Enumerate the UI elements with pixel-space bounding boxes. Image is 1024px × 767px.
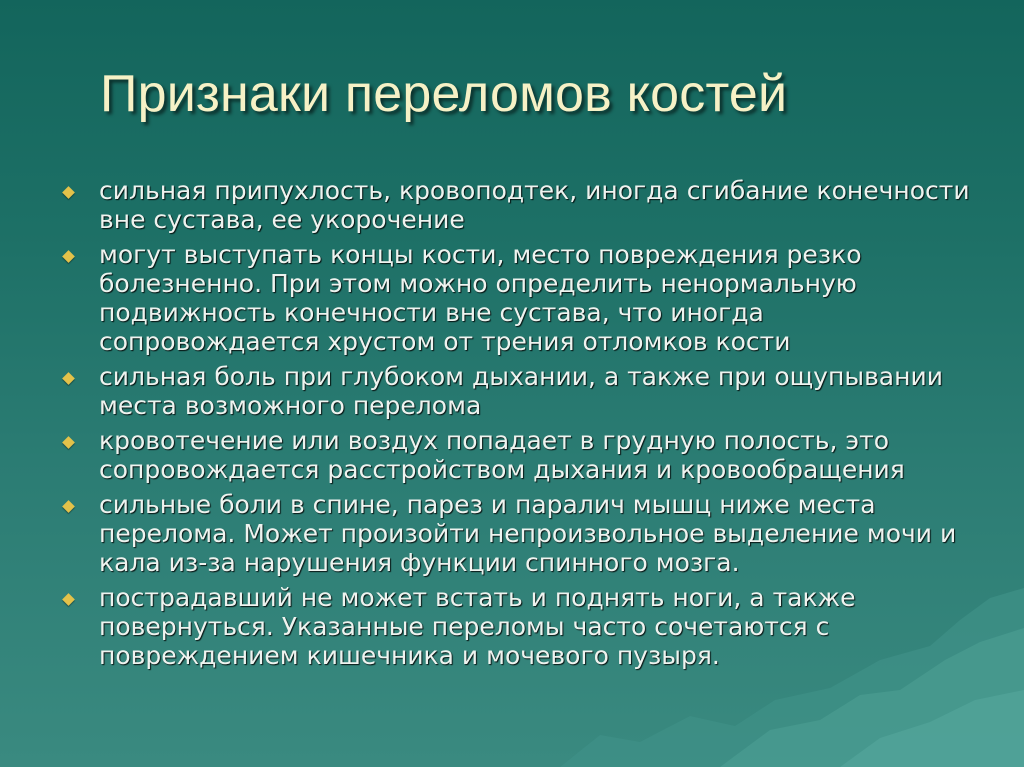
bullet-text: кровотечение или воздух попадает в грудную полость, это сопровождается расстройством дыхания и кровообращения	[99, 426, 905, 484]
bullet-item	[62, 426, 982, 484]
bullet-text: сильная боль при глубоком дыхании, а также при ощупывании места возможного перелома	[99, 362, 943, 420]
bullet-item	[62, 240, 982, 356]
bullet-list	[62, 176, 982, 676]
slide-title: Признаки переломов костей	[100, 65, 788, 123]
bullet-item	[62, 490, 982, 577]
diamond-bullet-icon	[62, 372, 75, 385]
bullet-item	[62, 176, 982, 234]
bullet-item	[62, 362, 982, 420]
bullet-text: пострадавший не может встать и поднять ноги, а также повернуться. Указанные переломы часто сочетаются с повреждением кишечника и мочевого пузыря.	[99, 583, 856, 670]
bullet-text: могут выступать концы кости, место повреждения резко болезненно. При этом можно определить ненормальную подвижность конечности вне сустава, что иногда сопровождается хрустом от трения отломков кости	[99, 240, 862, 356]
diamond-bullet-icon	[62, 436, 75, 449]
diamond-bullet-icon	[62, 250, 75, 263]
bullet-text: сильная припухлость, кровоподтек, иногда сгибание конечности вне сустава, ее укорочение	[99, 176, 970, 234]
bullet-item	[62, 583, 982, 670]
bullet-text: сильные боли в спине, парез и паралич мышц ниже места перелома. Может произойти непроизвольное выделение мочи и кала из-за нарушения функции спинного мозга.	[99, 490, 957, 577]
diamond-bullet-icon	[62, 186, 75, 199]
diamond-bullet-icon	[62, 593, 75, 606]
diamond-bullet-icon	[62, 500, 75, 513]
